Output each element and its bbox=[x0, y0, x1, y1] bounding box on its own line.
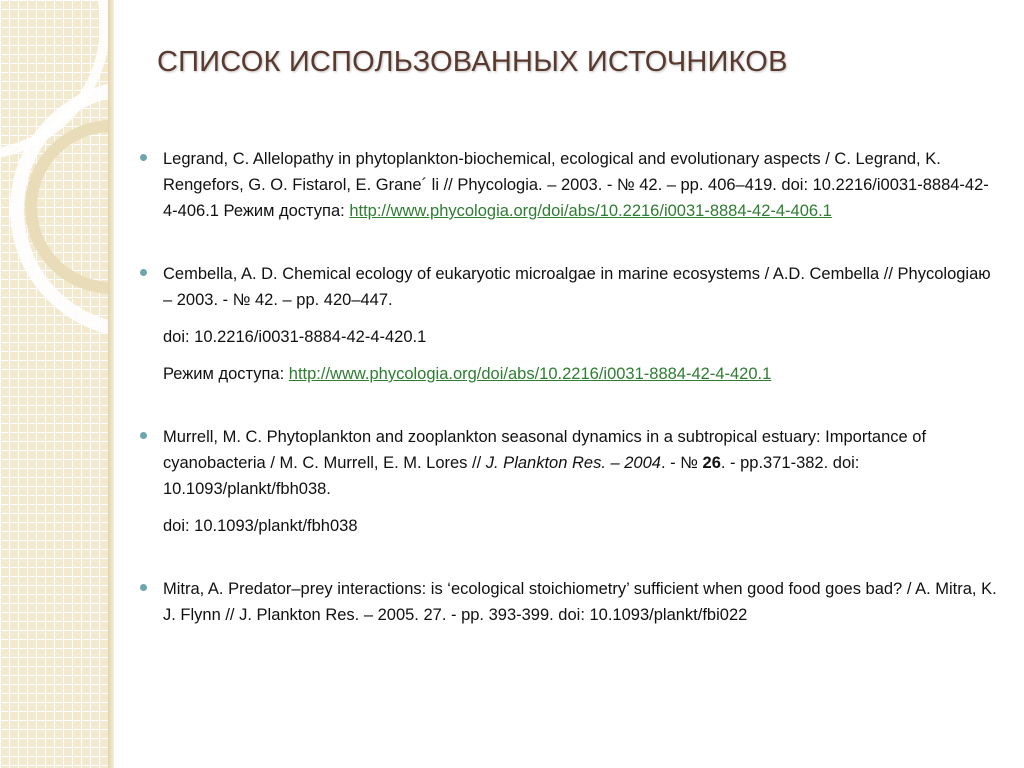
citation-journal: J. Plankton Res. – 2004 bbox=[485, 454, 661, 472]
reference-item bbox=[140, 146, 1000, 224]
reference-doi: doi: 10.1093/plankt/fbh038 bbox=[163, 517, 358, 535]
reference-citation: Cembella, A. D. Chemical ecology of eukaryotic microalgae in marine ecosystems / A.D. Cembella // Phycologiaю – 2003. - № 42. – pp. 420–447. bbox=[163, 265, 991, 309]
slide-title: СПИСОК ИСПОЛЬЗОВАННЫХ ИСТОЧНИКОВ bbox=[157, 46, 788, 78]
citation-issue: 26 bbox=[702, 454, 721, 472]
citation-authors: Murrell, M. C. Phytoplankton and zooplankton seasonal dynamics in a subtropical estuary: Importance of cyanobacteria / M. C. Murrell, E. M. Lores // bbox=[163, 428, 927, 472]
side-panel-edge bbox=[108, 0, 114, 768]
access-label: Режим доступа: bbox=[163, 365, 289, 383]
reference-item bbox=[140, 576, 1000, 628]
reference-citation: Legrand, C. Allelopathy in phytoplankton-biochemical, ecological and evolutionary aspects / C. Legrand, K. Rengefors, G. O. Fistarol, E. Grane´ li // Phycologia. – 2003. - № 42. – pp. 406–419. doi: 10.2216/i0031-8884-42-4-406.1 Режим доступа: bbox=[163, 150, 989, 220]
decorative-side-panel bbox=[0, 0, 110, 768]
bullet-icon bbox=[140, 269, 147, 276]
reference-citation bbox=[163, 424, 1000, 502]
reference-item bbox=[140, 424, 1000, 539]
reference-item bbox=[140, 261, 1000, 387]
reference-access bbox=[163, 361, 1000, 387]
bullet-icon bbox=[140, 584, 147, 591]
citation-sep: . - № bbox=[660, 454, 703, 472]
bullet-icon bbox=[140, 432, 147, 439]
reference-link[interactable]: http://www.phycologia.org/doi/abs/10.2216/i0031-8884-42-4-420.1 bbox=[288, 365, 772, 383]
reference-link[interactable]: http://www.phycologia.org/doi/abs/10.2216/i0031-8884-42-4-406.1 bbox=[349, 202, 832, 220]
reference-text bbox=[163, 146, 1000, 224]
bullet-icon bbox=[140, 154, 147, 161]
reference-doi: doi: 10.2216/i0031-8884-42-4-420.1 bbox=[163, 328, 427, 346]
reference-list bbox=[140, 146, 1000, 628]
citation-pages: . - pp.371-382. doi: 10.1093/plankt/fbh038. bbox=[163, 454, 860, 498]
reference-citation: Mitra, A. Predator–prey interactions: is ‘ecological stoichiometry’ sufficient when good food goes bad? / A. Mitra, K. J. Flynn // J. Plankton Res. – 2005. 27. - pp. 393-399. doi: 10.1093/plankt/fbi022 bbox=[163, 580, 997, 624]
